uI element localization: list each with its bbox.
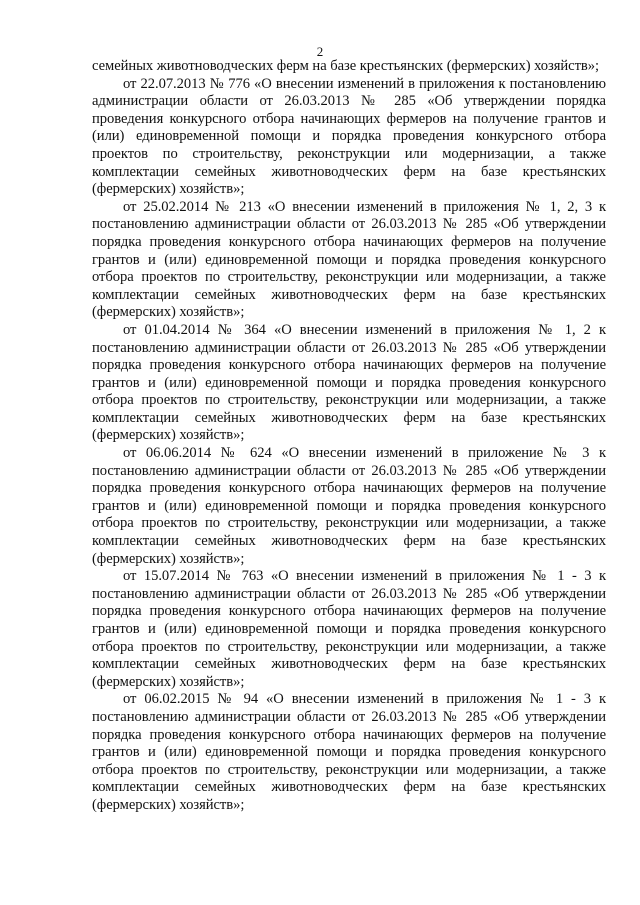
paragraph-resolution-624: от 06.06.2014 № 624 «О внесении изменений в приложение № 3 к постановлению администрации области от 26.03.2013 № 285 «Об утверждении порядка проведения конкурсного отбора начинающих фермеров на получение грантов и (или) единовременной помощи и порядка проведения конкурсного отбора проектов по строительству, реконструкции или модернизации, а также комплектации семейных животноводческих ферм на базе крестьянских (фермерских) хозяйств»; bbox=[92, 445, 606, 567]
paragraph-resolution-776: от 22.07.2013 № 776 «О внесении изменений в приложения к постановлению администрации области от 26.03.2013 № 285 «Об утверждении порядка проведения конкурсного отбора начинающих фермеров на получение грантов и (или) единовременной помощи и порядка проведения конкурсного отбора проектов по строительству, реконструкции или модернизации, а также комплектации семейных животноводческих ферм на базе крестьянских (фермерских) хозяйств»; bbox=[92, 75, 606, 198]
paragraph-resolution-763: от 15.07.2014 № 763 «О внесении изменений в приложения № 1 - 3 к постановлению администрации области от 26.03.2013 № 285 «Об утверждении порядка проведения конкурсного отбора начинающих фермеров на получение грантов и (или) единовременной помощи и порядка проведения конкурсного отбора проектов по строительству, реконструкции или модернизации, а также комплектации семейных животноводческих ферм на базе крестьянских (фермерских) хозяйств»; bbox=[92, 568, 606, 690]
document-body bbox=[92, 58, 606, 815]
page-number: 2 bbox=[316, 44, 324, 59]
paragraph-resolution-94: от 06.02.2015 № 94 «О внесении изменений в приложения № 1 - 3 к постановлению администрации области от 26.03.2013 № 285 «Об утверждении порядка проведения конкурсного отбора начинающих фермеров на получение грантов и (или) единовременной помощи и порядка проведения конкурсного отбора проектов по строительству, реконструкции или модернизации, а также комплектации семейных животноводческих ферм на базе крестьянских (фермерских) хозяйств»; bbox=[92, 691, 606, 813]
paragraph-continuation: семейных животноводческих ферм на базе крестьянских (фермерских) хозяйств»; bbox=[92, 58, 600, 74]
paragraph-resolution-364: от 01.04.2014 № 364 «О внесении изменений в приложения № 1, 2 к постановлению администрации области от 26.03.2013 № 285 «Об утверждении порядка проведения конкурсного отбора начинающих фермеров на получение грантов и (или) единовременной помощи и порядка проведения конкурсного отбора проектов по строительству, реконструкции или модернизации, а также комплектации семейных животноводческих ферм на базе крестьянских (фермерских) хозяйств»; bbox=[92, 321, 606, 444]
paragraph-resolution-213: от 25.02.2014 № 213 «О внесении изменений в приложения № 1, 2, 3 к постановлению администрации области от 26.03.2013 № 285 «Об утверждении порядка проведения конкурсного отбора начинающих фермеров на получение грантов и (или) единовременной помощи и порядка проведения конкурсного отбора проектов по строительству, реконструкции или модернизации, а также комплектации семейных животноводческих ферм на базе крестьянских (фермерских) хозяйств»; bbox=[92, 198, 606, 321]
